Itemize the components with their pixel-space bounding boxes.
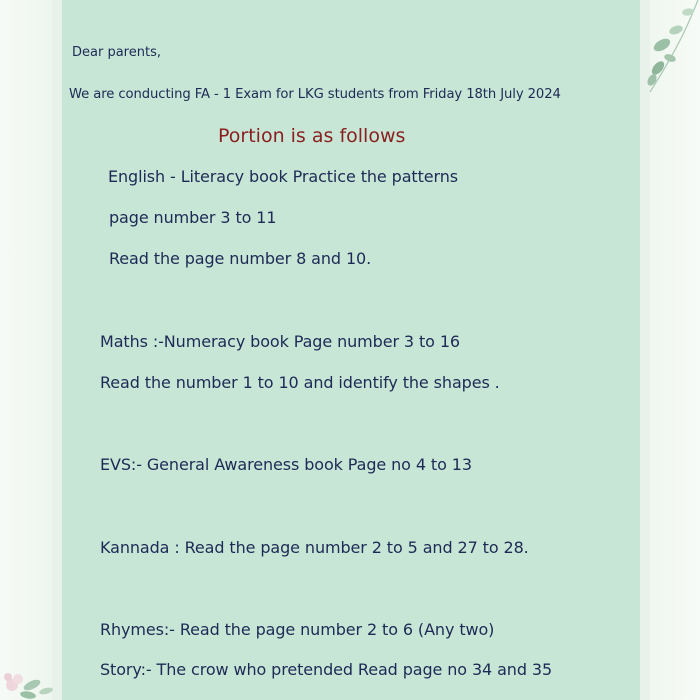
salutation: Dear parents, [72, 45, 161, 60]
portion-heading: Portion is as follows [218, 125, 406, 147]
exam-intro: We are conducting FA - 1 Exam for LKG students from Friday 18th July 2024 [69, 87, 561, 102]
maths-portion: Maths :-Numeracy book Page number 3 to 16 [100, 332, 460, 351]
right-border-line [640, 0, 650, 700]
story-portion: Story:- The crow who pretended Read page no 34 and 35 [100, 660, 553, 679]
english-pages: page number 3 to 11 [109, 208, 277, 227]
left-border-line [52, 0, 62, 700]
leaf-branch-icon [640, 0, 700, 95]
evs-portion: EVS:- General Awareness book Page no 4 to 13 [100, 455, 472, 474]
english-reading: Read the page number 8 and 10. [109, 249, 372, 268]
kannada-portion: Kannada : Read the page number 2 to 5 and 27 to 28. [100, 538, 529, 557]
right-border [642, 0, 700, 700]
flower-leaf-icon [0, 655, 60, 700]
english-portion: English - Literacy book Practice the patterns [108, 167, 458, 186]
rhymes-portion: Rhymes:- Read the page number 2 to 6 (Any two) [100, 620, 495, 639]
left-border [0, 0, 52, 700]
maths-reading: Read the number 1 to 10 and identify the shapes . [100, 373, 500, 392]
